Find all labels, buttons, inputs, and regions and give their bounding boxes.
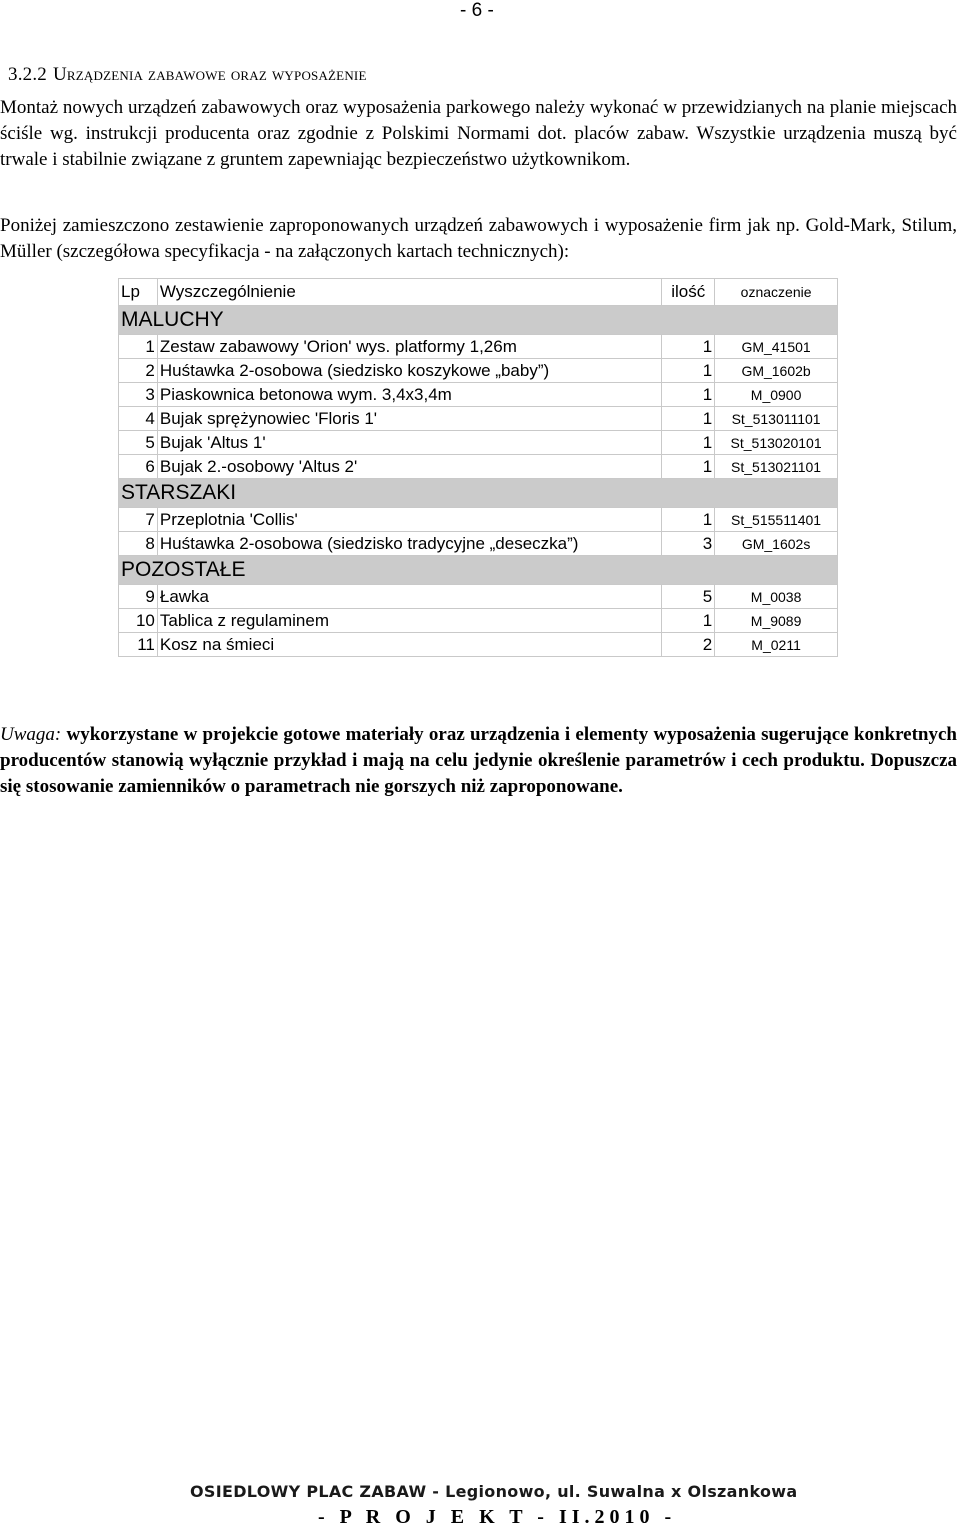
row-code: St_513020101 (715, 431, 838, 455)
table-row (119, 633, 838, 657)
row-name: Przeplotnia 'Collis' (157, 508, 661, 532)
row-lp: 4 (119, 407, 158, 431)
header-qty: ilość (662, 279, 715, 306)
footer-project-date: - P R O J E K T - II.2010 - (318, 1506, 677, 1528)
row-lp: 8 (119, 532, 158, 556)
row-code: GM_41501 (715, 335, 838, 359)
row-name: Bujak 'Altus 1' (157, 431, 661, 455)
row-code: M_0038 (715, 585, 838, 609)
section-heading (8, 64, 367, 86)
group-title: STARSZAKI (119, 479, 838, 508)
paragraph-equipment-list-intro: Poniżej zamieszczono zestawienie zaproponowanych urządzeń zabawowych i wyposażenie firm jak np. Gold-Mark, Stilum, Müller (szczegółowa specyfikacja - na załączonych kartach technicznych): (0, 215, 957, 262)
note-label: Uwaga: (0, 724, 62, 745)
paragraph-installation: Montaż nowych urządzeń zabawowych oraz wyposażenia parkowego należy wykonać w przewidzianych na planie miejscach ściśle wg. instrukcji producenta oraz zgodnie z Polskimi Normami dot. placów zabaw. Wszystkie urządzenia muszą być trwale i stabilnie związane z gruntem zapewniając bezpieczeństwo użytkownikom. (0, 97, 957, 170)
section-title: Urządzenia zabawowe oraz wyposażenie (53, 64, 367, 85)
row-lp: 6 (119, 455, 158, 479)
row-lp: 3 (119, 383, 158, 407)
row-lp: 10 (119, 609, 158, 633)
row-name: Huśtawka 2-osobowa (siedzisko koszykowe „baby”) (157, 359, 661, 383)
footer-project-name: OSIEDLOWY PLAC ZABAW - Legionowo, ul. Suwalna x Olszankowa (190, 1482, 798, 1501)
row-name: Bujak sprężynowiec 'Floris 1' (157, 407, 661, 431)
row-name: Ławka (157, 585, 661, 609)
row-qty: 1 (662, 508, 715, 532)
row-code: St_513021101 (715, 455, 838, 479)
page-number: - 6 - (460, 0, 494, 21)
row-lp: 1 (119, 335, 158, 359)
table-row (119, 455, 838, 479)
table-header-row (119, 279, 838, 306)
header-code: oznaczenie (715, 279, 838, 306)
row-lp: 9 (119, 585, 158, 609)
group-title: MALUCHY (119, 306, 838, 335)
table-row (119, 431, 838, 455)
group-title: POZOSTAŁE (119, 556, 838, 585)
table-row (119, 383, 838, 407)
table-row (119, 508, 838, 532)
row-qty: 1 (662, 455, 715, 479)
note-text: wykorzystane w projekcie gotowe materiały oraz urządzenia i elementy wyposażenia sugerujące konkretnych producentów stanowią wyłącznie przykład i mają na celu jedynie określenie parametrów i cech produktu. Dopuszcza się stosowanie zamienników o parametrach nie gorszych niż zaproponowane. (0, 724, 958, 797)
row-qty: 3 (662, 532, 715, 556)
row-lp: 11 (119, 633, 158, 657)
group-row-starszaki (119, 479, 838, 508)
row-code: GM_1602s (715, 532, 838, 556)
row-name: Bujak 2.-osobowy 'Altus 2' (157, 455, 661, 479)
row-qty: 1 (662, 383, 715, 407)
row-name: Piaskownica betonowa wym. 3,4x3,4m (157, 383, 661, 407)
row-code: St_515511401 (715, 508, 838, 532)
row-name: Kosz na śmieci (157, 633, 661, 657)
group-row-maluchy (119, 306, 838, 335)
row-code: St_513011101 (715, 407, 838, 431)
row-code: M_0900 (715, 383, 838, 407)
table-row (119, 407, 838, 431)
table-row (119, 609, 838, 633)
section-number: 3.2.2 (8, 64, 47, 85)
row-name: Tablica z regulaminem (157, 609, 661, 633)
row-qty: 1 (662, 609, 715, 633)
table-row (119, 359, 838, 383)
note-paragraph (0, 722, 957, 800)
equipment-table (118, 278, 838, 657)
row-lp: 5 (119, 431, 158, 455)
row-qty: 2 (662, 633, 715, 657)
row-qty: 1 (662, 359, 715, 383)
row-code: M_0211 (715, 633, 838, 657)
table-row (119, 335, 838, 359)
header-lp: Lp (119, 279, 158, 306)
row-qty: 1 (662, 407, 715, 431)
table-row (119, 585, 838, 609)
header-name: Wyszczególnienie (157, 279, 661, 306)
row-name: Zestaw zabawowy 'Orion' wys. platformy 1,26m (157, 335, 661, 359)
row-code: M_9089 (715, 609, 838, 633)
row-qty: 1 (662, 431, 715, 455)
row-qty: 1 (662, 335, 715, 359)
row-qty: 5 (662, 585, 715, 609)
row-lp: 7 (119, 508, 158, 532)
row-name: Huśtawka 2-osobowa (siedzisko tradycyjne „deseczka”) (157, 532, 661, 556)
table-row (119, 532, 838, 556)
row-code: GM_1602b (715, 359, 838, 383)
group-row-pozostale (119, 556, 838, 585)
row-lp: 2 (119, 359, 158, 383)
